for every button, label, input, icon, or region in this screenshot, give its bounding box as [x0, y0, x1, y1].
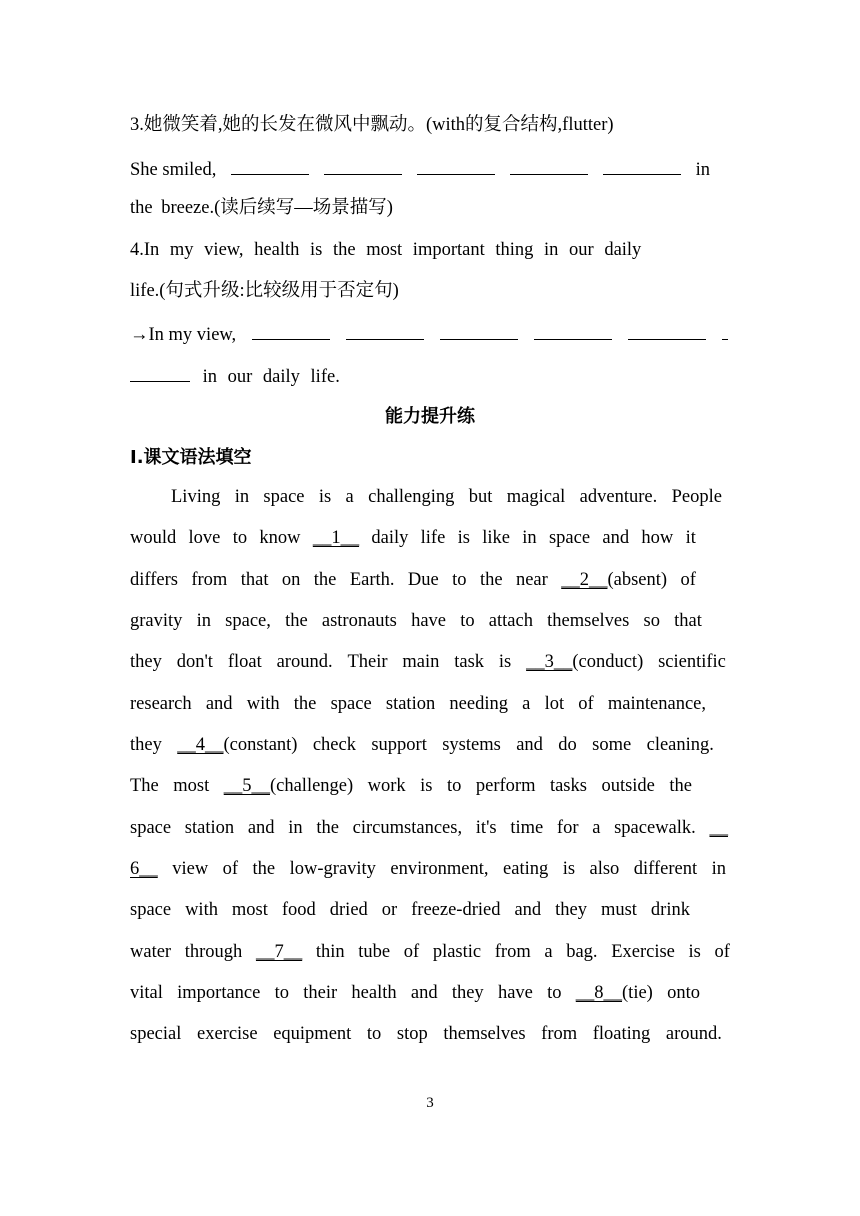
- answer-blank[interactable]: [534, 320, 612, 340]
- numbered-blank[interactable]: [526, 650, 643, 674]
- section-title: 能力提升练: [385, 406, 475, 427]
- passage-word: health: [351, 983, 397, 1003]
- answer-blank[interactable]: [346, 320, 424, 340]
- passage-word: they: [130, 652, 162, 672]
- blank-number: __4__: [177, 735, 224, 755]
- passage-word: of: [578, 694, 594, 714]
- passage-word: don't: [176, 652, 213, 672]
- blank-hint: (absent): [607, 570, 668, 590]
- passage-word: love: [188, 528, 221, 548]
- passage-word: low-gravity: [289, 859, 376, 879]
- answer-blank[interactable]: [440, 320, 518, 340]
- passage-line: [130, 568, 696, 592]
- passage-word: to: [274, 983, 289, 1003]
- blank-number: __7__: [255, 942, 303, 962]
- passage-word: it's: [475, 818, 497, 838]
- passage-word: view: [172, 859, 209, 879]
- passage-word: space: [330, 694, 372, 714]
- passage-word: must: [600, 900, 637, 920]
- passage-line: [130, 816, 728, 840]
- passage-word: adventure.: [579, 487, 658, 507]
- passage-word: different: [633, 859, 698, 879]
- passage-word: Their: [347, 652, 388, 672]
- answer-blank[interactable]: [130, 362, 190, 382]
- passage-word: from: [494, 942, 531, 962]
- passage-line: [130, 981, 700, 1005]
- passage-word: do: [558, 735, 577, 755]
- passage-word: a: [522, 694, 531, 714]
- passage-word: the: [669, 776, 692, 796]
- exercise-4-answer-line: [130, 320, 728, 347]
- passage-word: bag.: [566, 942, 598, 962]
- passage-word: the: [293, 694, 317, 714]
- answer-blank[interactable]: [252, 320, 330, 340]
- passage-word: a: [592, 818, 601, 838]
- passage-word: food: [281, 900, 316, 920]
- passage-word: most: [173, 776, 210, 796]
- passage-word: have: [411, 611, 447, 631]
- passage-word: freeze-dried: [411, 900, 501, 920]
- answer-blank[interactable]: [324, 155, 402, 175]
- passage-word: stop: [396, 1024, 428, 1044]
- passage-word: the: [316, 818, 339, 838]
- passage-word: to: [460, 611, 475, 631]
- blank-hint: (tie): [622, 983, 653, 1003]
- exercise-4-line-1-text: 4.In my view, health is the most important thing in our daily: [130, 240, 642, 260]
- passage-word: of: [222, 859, 239, 879]
- passage-word: exercise: [196, 1024, 258, 1044]
- passage-word: outside: [601, 776, 655, 796]
- passage-word: plastic: [432, 942, 482, 962]
- passage-word: work: [367, 776, 406, 796]
- numbered-blank[interactable]: [313, 526, 359, 550]
- passage-word: drink: [650, 900, 690, 920]
- subsection-title: Ⅰ.课文语法填空: [130, 447, 252, 468]
- passage-word: a: [544, 942, 553, 962]
- passage-word: time: [510, 818, 544, 838]
- blank-hint: (challenge): [269, 776, 354, 796]
- passage-word: around.: [665, 1024, 722, 1044]
- passage-word: themselves: [547, 611, 630, 631]
- page-number: 3: [426, 1095, 434, 1111]
- passage-word: eating: [503, 859, 549, 879]
- passage-word: space: [130, 900, 172, 920]
- passage-word: and: [602, 528, 630, 548]
- passage-word: life: [420, 528, 446, 548]
- blank-number: 6__: [130, 859, 158, 879]
- passage-word: in: [288, 818, 303, 838]
- passage-word: lot: [544, 694, 565, 714]
- numbered-blank[interactable]: [130, 857, 158, 881]
- passage-word: to: [447, 776, 462, 796]
- answer-blank[interactable]: [603, 155, 681, 175]
- blank-number: __5__: [223, 776, 270, 796]
- passage-line: [130, 940, 730, 964]
- passage-word: and: [247, 818, 275, 838]
- exercise-4-answer-lead: →In my view,: [130, 325, 237, 345]
- passage-word: themselves: [443, 1024, 526, 1044]
- blank-number: __3__: [526, 652, 573, 672]
- passage-word: and: [410, 983, 438, 1003]
- passage-line: [130, 1022, 722, 1046]
- numbered-blank[interactable]: [256, 940, 302, 964]
- passage-line: [130, 857, 726, 881]
- passage-word: water: [130, 942, 172, 962]
- exercise-4-line-2: [130, 279, 399, 303]
- passage-word: a: [345, 487, 354, 507]
- passage-line: [130, 692, 706, 716]
- blank-hint: (constant): [223, 735, 298, 755]
- numbered-blank[interactable]: [561, 568, 667, 592]
- passage-word: like: [482, 528, 510, 548]
- answer-blank[interactable]: [417, 155, 495, 175]
- passage-word: to: [366, 1024, 382, 1044]
- passage-word: maintenance,: [607, 694, 706, 714]
- passage-word: is: [562, 859, 576, 879]
- passage-word: is: [420, 776, 433, 796]
- passage-word: importance: [177, 983, 261, 1003]
- passage-word: that: [674, 611, 702, 631]
- answer-blank[interactable]: [231, 155, 309, 175]
- passage-word: space,: [225, 611, 271, 631]
- answer-blank[interactable]: [722, 320, 728, 340]
- passage-word: and: [514, 900, 542, 920]
- passage-word: equipment: [273, 1024, 352, 1044]
- answer-blank[interactable]: [510, 155, 588, 175]
- passage-word: dried: [329, 900, 368, 920]
- passage-word: float: [227, 652, 262, 672]
- passage-word: magical: [506, 487, 566, 507]
- passage-word: their: [303, 983, 338, 1003]
- passage-word: the: [479, 570, 503, 590]
- passage-word: main: [402, 652, 440, 672]
- passage-word: Due: [407, 570, 439, 590]
- exercise-3-prompt-text: 3.她微笑着,她的长发在微风中飘动。(with的复合结构,flutter): [130, 115, 614, 135]
- passage-word: so: [643, 611, 660, 631]
- passage-word: and: [516, 735, 543, 755]
- exercise-4-answer-line-2: [130, 362, 340, 389]
- passage-word: challenging: [368, 487, 455, 507]
- passage-word: in: [711, 859, 726, 879]
- passage-line: [130, 650, 726, 674]
- passage-word: but: [468, 487, 493, 507]
- exercise-3-line-2: [130, 196, 393, 220]
- exercise-4-line-1: [130, 238, 674, 262]
- passage-word: on: [281, 570, 301, 590]
- passage-word: circumstances,: [352, 818, 463, 838]
- passage-word: Earth.: [349, 570, 395, 590]
- passage-word: vital: [130, 983, 163, 1003]
- passage-word: is: [498, 652, 512, 672]
- passage-line: [130, 898, 690, 922]
- passage-word: some: [592, 735, 632, 755]
- passage-word: they: [555, 900, 587, 920]
- passage-word: task: [454, 652, 485, 672]
- passage-word: from: [541, 1024, 578, 1044]
- passage-word: also: [589, 859, 620, 879]
- passage-word: daily: [371, 528, 409, 548]
- passage-word: is: [688, 942, 701, 962]
- passage-line: [130, 526, 696, 550]
- passage-word: to: [232, 528, 248, 548]
- passage-word: in: [234, 487, 250, 507]
- passage-word: of: [403, 942, 420, 962]
- passage-word: research: [130, 694, 192, 714]
- passage-word: to: [452, 570, 467, 590]
- passage-word: for: [556, 818, 579, 838]
- passage-word: and: [205, 694, 233, 714]
- passage-word: space: [263, 487, 305, 507]
- passage-word: floating: [592, 1024, 651, 1044]
- exercise-3-tail: in: [695, 160, 710, 180]
- passage-word: spacewalk.: [614, 818, 696, 838]
- passage-line: [171, 485, 722, 509]
- passage-word: with: [185, 900, 218, 920]
- passage-word: The: [130, 776, 159, 796]
- passage-word: most: [231, 900, 268, 920]
- passage-word: tasks: [549, 776, 587, 796]
- blank-hint: (conduct): [572, 652, 644, 672]
- passage-word: Living: [171, 487, 221, 507]
- passage-word: environment,: [390, 859, 489, 879]
- passage-word: People: [671, 487, 722, 507]
- blank-number: __8__: [575, 983, 623, 1003]
- passage-word: thin: [315, 942, 345, 962]
- exercise-3-answer-line: [130, 155, 710, 182]
- passage-word: differs: [130, 570, 178, 590]
- exercise-3-prompt: [130, 113, 614, 137]
- exercise-3-lead: She smiled,: [130, 160, 217, 180]
- passage-word: it: [685, 528, 696, 548]
- exercise-3-line-2-text: the breeze.(读后续写—场景描写): [130, 198, 393, 218]
- exercise-4-answer-tail: in our daily life.: [202, 367, 340, 387]
- passage-word: station: [184, 818, 235, 838]
- passage-word: astronauts: [321, 611, 397, 631]
- blank-number: __2__: [561, 570, 608, 590]
- passage-word: support: [371, 735, 427, 755]
- passage-word: of: [714, 942, 730, 962]
- passage-word: that: [240, 570, 269, 590]
- passage-word: the: [252, 859, 276, 879]
- passage-word: the: [313, 570, 337, 590]
- passage-word: perform: [475, 776, 536, 796]
- passage-word: gravity: [130, 611, 183, 631]
- passage-word: needing: [449, 694, 508, 714]
- passage-word: how: [641, 528, 674, 548]
- passage-word: cleaning.: [646, 735, 714, 755]
- passage-word: tube: [358, 942, 391, 962]
- passage-word: from: [191, 570, 228, 590]
- passage-word: systems: [442, 735, 501, 755]
- passage-word: scientific: [658, 652, 726, 672]
- exercise-4-line-2-text: life.(句式升级:比较级用于否定句): [130, 281, 399, 301]
- passage-word: of: [680, 570, 696, 590]
- passage-word: is: [457, 528, 470, 548]
- answer-blank[interactable]: [628, 320, 706, 340]
- passage-word: with: [246, 694, 280, 714]
- passage-word: space: [130, 818, 172, 838]
- passage-word: in: [522, 528, 537, 548]
- passage-word: or: [381, 900, 398, 920]
- numbered-blank[interactable]: [709, 816, 728, 840]
- passage-word: they: [451, 983, 484, 1003]
- numbered-blank[interactable]: [224, 774, 353, 798]
- passage-word: special: [130, 1024, 182, 1044]
- passage-word: would: [130, 528, 177, 548]
- passage-word: have: [497, 983, 533, 1003]
- blank-number: __1__: [312, 528, 360, 548]
- passage-word: the: [285, 611, 308, 631]
- passage-line: [130, 609, 702, 633]
- passage-word: they: [130, 735, 162, 755]
- numbered-blank[interactable]: [576, 981, 653, 1005]
- passage-word: station: [385, 694, 436, 714]
- passage-word: is: [318, 487, 332, 507]
- passage-word: space: [548, 528, 591, 548]
- passage-word: around.: [276, 652, 333, 672]
- passage-line: [130, 774, 692, 798]
- numbered-blank[interactable]: [177, 733, 297, 757]
- passage-word: in: [196, 611, 211, 631]
- passage-word: check: [312, 735, 356, 755]
- passage-word: know: [259, 528, 301, 548]
- blank-number: __: [709, 818, 728, 838]
- passage-word: onto: [667, 983, 700, 1003]
- passage-word: through: [184, 942, 243, 962]
- passage-word: attach: [488, 611, 533, 631]
- passage-word: to: [547, 983, 562, 1003]
- passage-word: Exercise: [611, 942, 675, 962]
- passage-line: [130, 733, 714, 757]
- passage-word: near: [515, 570, 548, 590]
